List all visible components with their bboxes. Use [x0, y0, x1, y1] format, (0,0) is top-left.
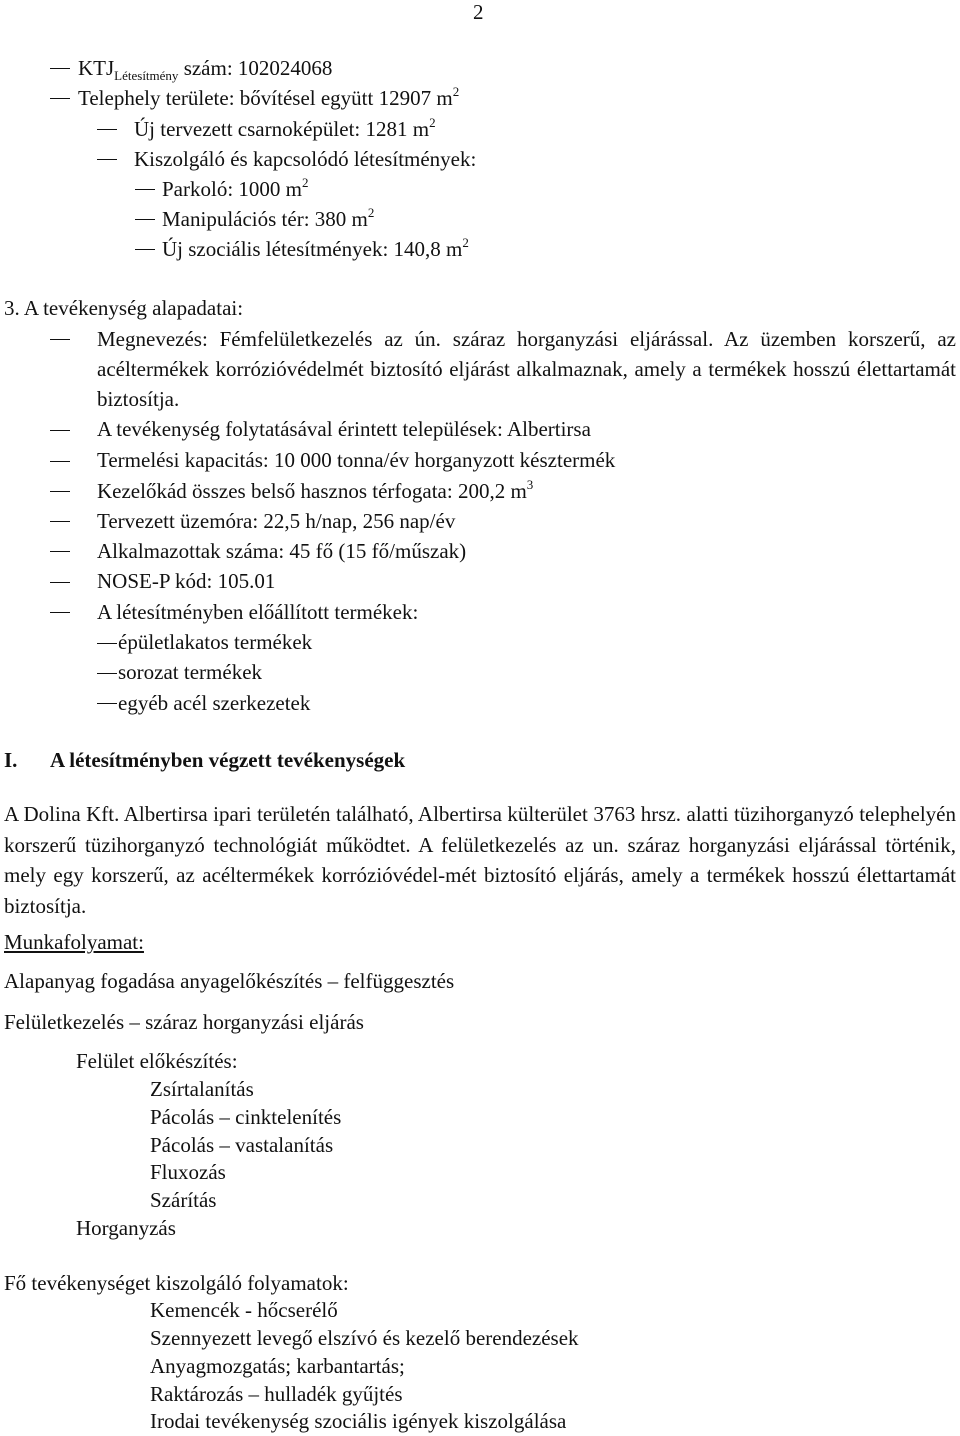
dash-marker: [50, 68, 70, 69]
social-line: [162, 234, 469, 264]
section-i-paragraph: A Dolina Kft. Albertirsa ipari területén található, Albertirsa külterület 3763 hrsz. alatti tüzihorganyzó telephelyén korszerű tüzihorganyzó technológiát működtet. A felületkezelés az un. száraz horganyzási eljárással történik, mely egy korszerű, az acéltermékek korrózióvédel-mét biztosító eljárás, amely a termékek hosszú élettartamát biztosítja.: [4, 802, 956, 918]
support-heading: Fő tevékenységet kiszolgáló folyamatok:: [4, 1271, 349, 1295]
workflow-step: Fluxozás: [150, 1160, 226, 1184]
workflow-step: Szárítás: [150, 1188, 217, 1212]
page-number: 2: [473, 0, 484, 24]
square-sup: 2: [452, 84, 460, 99]
support-item: Szennyezett levegő elszívó és kezelő berendezések: [150, 1326, 579, 1350]
product-item: egyéb acél szerkezetek: [118, 691, 311, 715]
bath-volume-line: [97, 476, 533, 506]
square-sup: 2: [367, 205, 375, 220]
bath-volume-text: Kezelőkád összes belső hasznos térfogata: 200,2 m: [97, 479, 527, 503]
product-item: épületlakatos termékek: [118, 630, 313, 654]
service-facilities-line: Kiszolgáló és kapcsolódó létesítmények:: [134, 147, 477, 171]
operating-hours-line: Tervezett üzemóra: 22,5 h/nap, 256 nap/év: [97, 509, 456, 533]
employees-line: Alkalmazottak száma: 45 fő (15 fő/műszak): [97, 539, 467, 563]
surface-prep-heading: Felület előkészítés:: [76, 1049, 238, 1073]
ktj-line: [78, 53, 332, 83]
activity-name-paragraph: Megnevezés: Fémfelületkezelés az ún. száraz horganyzási eljárással. Az üzemben korszerű, az acéltermékek korrózióvédelmét biztosító eljárást alkalmaznak, amely a termékek hosszú élettartamát biztosítja.: [97, 327, 956, 411]
dash-marker: [50, 430, 70, 431]
square-sup: 2: [429, 115, 436, 130]
square-sup: 2: [462, 235, 469, 250]
ktj-prefix: KTJ: [78, 56, 115, 80]
nose-code-line: NOSE-P kód: 105.01: [97, 569, 276, 593]
product-item: sorozat termékek: [118, 660, 263, 684]
dash-marker: [50, 582, 70, 583]
workflow-line-2: Felületkezelés – száraz horganyzási eljárás: [4, 1010, 364, 1034]
settlements-line: A tevékenység folytatásával érintett települések: Albertirsa: [97, 417, 591, 441]
ktj-number: szám: 102024068: [178, 56, 333, 80]
social-text: Új szociális létesítmények: 140,8 m: [162, 237, 463, 261]
dash-marker: [50, 521, 70, 522]
square-sup: 2: [302, 175, 309, 190]
section-i-numeral: I.: [4, 748, 18, 772]
section-3-heading: 3. A tevékenység alapadatai:: [4, 296, 244, 320]
dash-marker: [97, 643, 117, 644]
manipulation-line: [162, 204, 374, 234]
workflow-step: Pácolás – vastalanítás: [150, 1133, 334, 1157]
support-item: Irodai tevékenység szociális igények kiszolgálása: [150, 1409, 567, 1433]
dash-marker: [50, 612, 70, 613]
new-hall-line: [134, 114, 436, 144]
parking-text: Parkoló: 1000 m: [162, 177, 302, 201]
support-item: Raktározás – hulladék gyűjtés: [150, 1382, 403, 1406]
section-i-title: A létesítményben végzett tevékenységek: [50, 748, 406, 772]
support-item: Anyagmozgatás; karbantartás;: [150, 1354, 405, 1378]
workflow-step: Zsírtalanítás: [150, 1077, 254, 1101]
products-heading: A létesítményben előállított termékek:: [97, 600, 419, 624]
dash-marker: [135, 249, 155, 250]
ktj-subscript: Létesítmény: [114, 68, 179, 83]
dash-marker: [135, 219, 155, 220]
capacity-line: Termelési kapacitás: 10 000 tonna/év horganyzott késztermék: [97, 448, 616, 472]
parking-line: [162, 174, 309, 204]
site-area-text: Telephely területe: bővítésel együtt 12907 m: [78, 86, 453, 110]
dash-marker: [135, 189, 155, 190]
cube-sup: 3: [526, 477, 534, 492]
dash-marker: [97, 159, 117, 160]
workflow-heading: Munkafolyamat:: [4, 930, 144, 954]
manipulation-text: Manipulációs tér: 380 m: [162, 207, 368, 231]
site-area-line: [78, 83, 459, 113]
dash-marker: [50, 491, 70, 492]
workflow-step: Pácolás – cinktelenítés: [150, 1105, 342, 1129]
new-hall-text: Új tervezett csarnoképület: 1281 m: [134, 117, 430, 141]
dash-marker: [97, 673, 117, 674]
workflow-line-1: Alapanyag fogadása anyagelőkészítés – felfüggesztés: [4, 969, 455, 993]
dash-marker: [50, 461, 70, 462]
dash-marker: [97, 703, 117, 704]
support-item: Kemencék - hőcserélő: [150, 1298, 338, 1322]
galvanizing-line: Horganyzás: [76, 1216, 176, 1240]
dash-marker: [50, 551, 70, 552]
dash-marker: [50, 339, 70, 340]
dash-marker: [97, 129, 117, 130]
dash-marker: [50, 98, 70, 99]
